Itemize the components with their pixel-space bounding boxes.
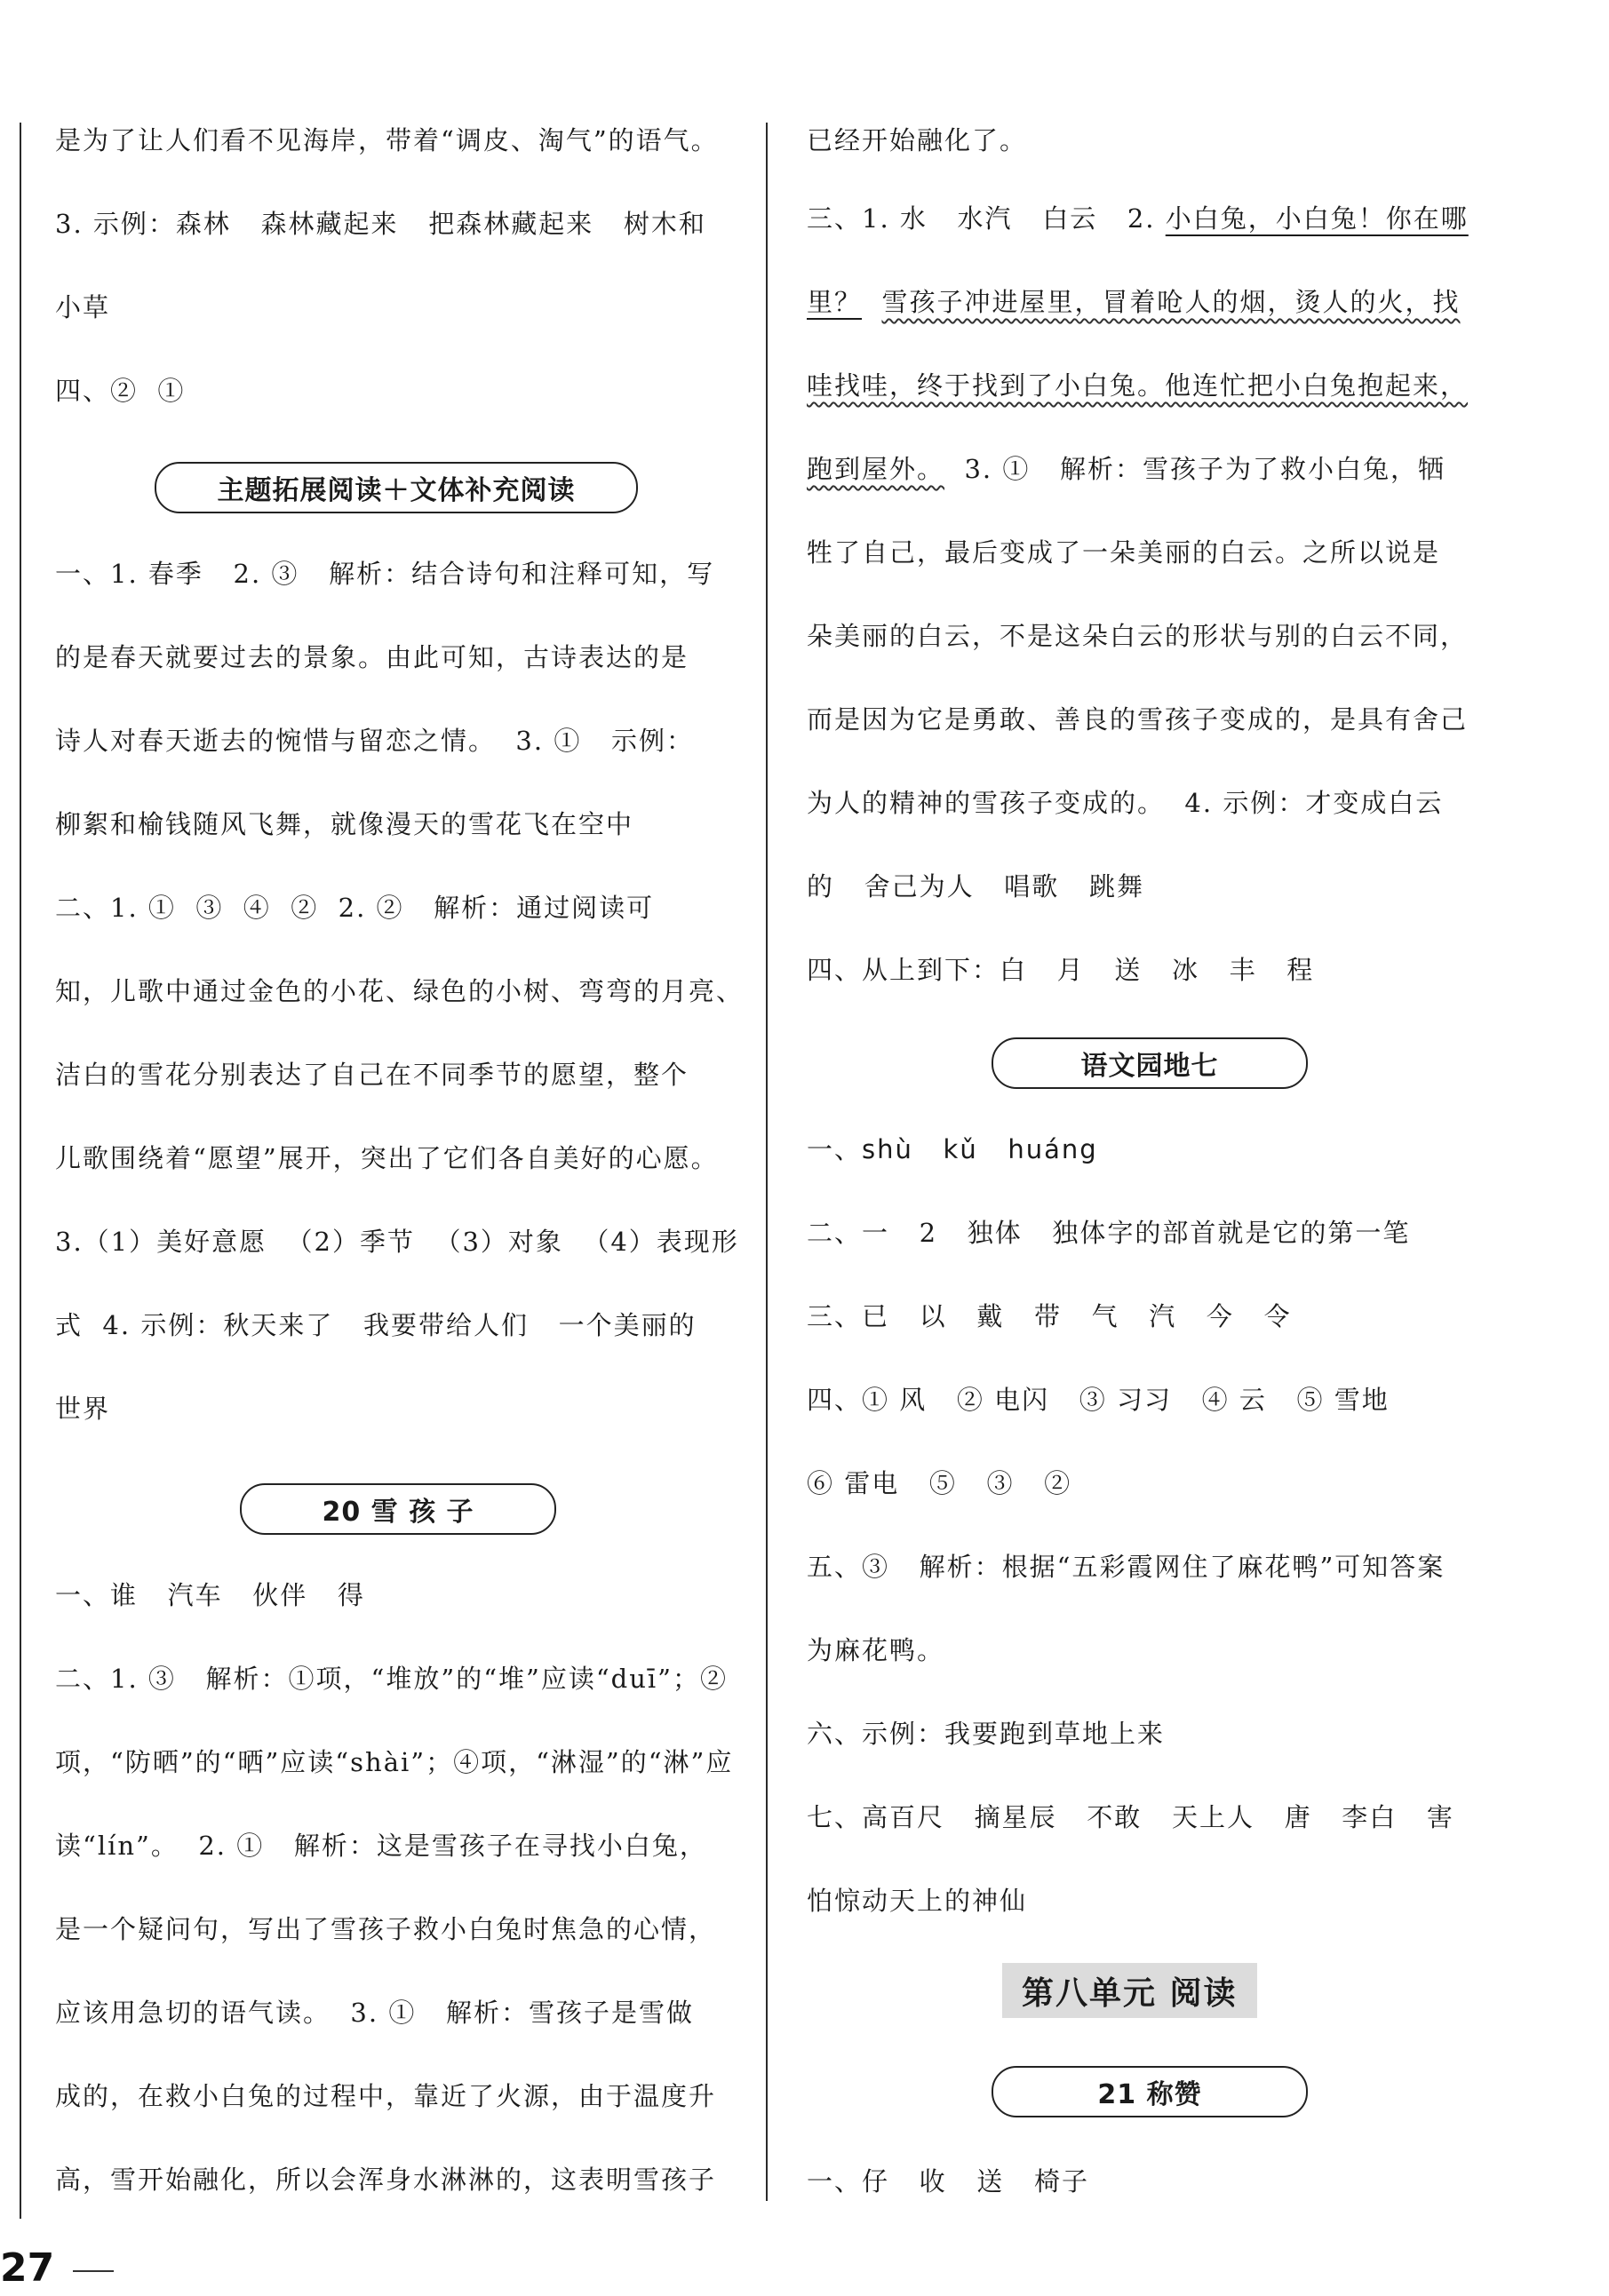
answer-line: 四、① 风 ② 电闪 ③ 习习 ④ 云 ⑤ 雪地: [807, 1385, 1390, 1415]
answer-line: 朵美丽的白云，不是这朵白云的形状与别的白云不同，: [807, 621, 1469, 651]
answer-line: 世界: [55, 1394, 111, 1424]
answer-line: 的 舍己为人 唱歌 跳舞: [807, 871, 1144, 902]
wavy-underlined-text: 跑到屋外。: [807, 454, 945, 484]
answer-line: 四、从上到下：白 月 送 冰 丰 程: [807, 955, 1315, 985]
wavy-underlined-text: 雪孩子冲进屋里，冒着呛人的烟，烫人的火，找: [881, 287, 1461, 317]
answer-line: 五、③ 解析：根据“五彩霞网住了麻花鸭”可知答案: [807, 1552, 1446, 1582]
answer-line: 成的，在救小白兔的过程中，靠近了火源，由于温度升: [55, 2081, 717, 2111]
answer-line: 读“lín”。 2. ① 解析：这是雪孩子在寻找小白兔，: [55, 1831, 707, 1861]
answer-line: 3.（1）美好意愿 （2）季节 （3）对象 （4）表现形: [55, 1227, 739, 1257]
section-badge-yuwen-yuandi: 语文园地七: [992, 1037, 1308, 1089]
answer-line: [807, 451, 1509, 487]
answer-line: 诗人对春天逝去的惋惜与留恋之情。 3. ① 示例：: [55, 726, 694, 756]
answer-line: [807, 284, 1509, 320]
answer-line: 是为了让人们看不见海岸，带着“调皮、淘气”的语气。: [55, 125, 719, 155]
answer-line: ⑥ 雷电 ⑤ ③ ②: [807, 1468, 1072, 1498]
answer-line: 高，雪开始融化，所以会浑身水淋淋的，这表明雪孩子: [55, 2165, 717, 2195]
answer-line: 六、示例：我要跑到草地上来: [807, 1719, 1166, 1749]
answer-line: 儿歌围绕着“愿望”展开，突出了它们各自美好的心愿。: [55, 1143, 719, 1173]
answer-line: 牲了自己，最后变成了一朵美丽的白云。之所以说是: [807, 537, 1441, 568]
column-divider: [766, 123, 768, 2201]
answer-line: 应该用急切的语气读。 3. ① 解析：雪孩子是雪做: [55, 1998, 694, 2028]
underlined-quote: 小白兔，小白兔！你在哪: [1165, 203, 1469, 234]
answer-line: [807, 368, 1509, 403]
unit-title: 第八单元 阅读: [1002, 1963, 1257, 2018]
answer-line: 二、一 2 独体 独体字的部首就是它的第一笔: [807, 1218, 1411, 1248]
answer-line: 怕惊动天上的神仙: [807, 1886, 1028, 1916]
answer-line: 的是春天就要过去的景象。由此可知，古诗表达的是: [55, 642, 689, 672]
answer-line: 一、仔 收 送 椅子: [807, 2166, 1089, 2197]
answer-line: 项，“防晒”的“晒”应读“shài”；④项，“淋湿”的“淋”应: [55, 1747, 734, 1777]
section-badge-lesson-20: 20 雪 孩 子: [240, 1483, 556, 1535]
answer-line: 为人的精神的雪孩子变成的。 4. 示例：才变成白云: [807, 788, 1444, 818]
answer-line: 三、已 以 戴 带 气 汽 今 令: [807, 1301, 1292, 1331]
answer-line: 二、1. ③ 解析：①项，“堆放”的“堆”应读“duī”；②: [55, 1664, 729, 1694]
answer-text: 三、1. 水 水汽 白云 2.: [807, 203, 1166, 234]
answer-line: 而是因为它是勇敢、善良的雪孩子变成的，是具有舍己: [807, 704, 1469, 735]
underlined-quote: 里？: [807, 287, 863, 317]
answer-line: 式 4. 示例：秋天来了 我要带给人们 一个美丽的: [55, 1310, 697, 1340]
page-number: 27: [0, 2245, 55, 2291]
answer-line: 四、② ①: [55, 376, 186, 406]
answer-line: 3. 示例：森林 森林藏起来 把森林藏起来 树木和: [55, 209, 706, 239]
answer-text: 3. ① 解析：雪孩子为了救小白兔，牺: [944, 454, 1446, 484]
answer-line: 为麻花鸭。: [807, 1635, 945, 1665]
answer-line: 小草: [55, 292, 111, 322]
answer-line: 一、shù kǔ huáng: [807, 1134, 1098, 1164]
answer-line: 已经开始融化了。: [807, 125, 1028, 155]
answer-line: 洁白的雪花分别表达了自己在不同季节的愿望，整个: [55, 1060, 689, 1090]
answer-line: 一、1. 春季 2. ③ 解析：结合诗句和注释可知，写: [55, 559, 715, 589]
answer-line: 二、1. ① ③ ④ ② 2. ② 解析：通过阅读可: [55, 893, 655, 923]
page-number-dash: [73, 2270, 114, 2272]
section-badge-theme-reading: 主题拓展阅读＋文体补充阅读: [155, 462, 638, 513]
answer-line: 一、谁 汽车 伙伴 得: [55, 1580, 365, 1610]
answer-line: [807, 201, 1509, 236]
wavy-underlined-text: 哇找哇，终于找到了小白兔。他连忙把小白兔抱起来，: [807, 370, 1469, 401]
section-badge-lesson-21: 21 称赞: [992, 2066, 1308, 2117]
answer-line: 知，儿歌中通过金色的小花、绿色的小树、弯弯的月亮、: [55, 976, 745, 1006]
answer-line: 是一个疑问句，写出了雪孩子救小白兔时焦急的心情，: [55, 1914, 717, 1944]
left-margin-rule: [20, 123, 21, 2219]
answer-line: 七、高百尺 摘星辰 不敢 天上人 唐 李白 害: [807, 1802, 1454, 1832]
answer-line: 柳絮和榆钱随风飞舞，就像漫天的雪花飞在空中: [55, 809, 634, 839]
